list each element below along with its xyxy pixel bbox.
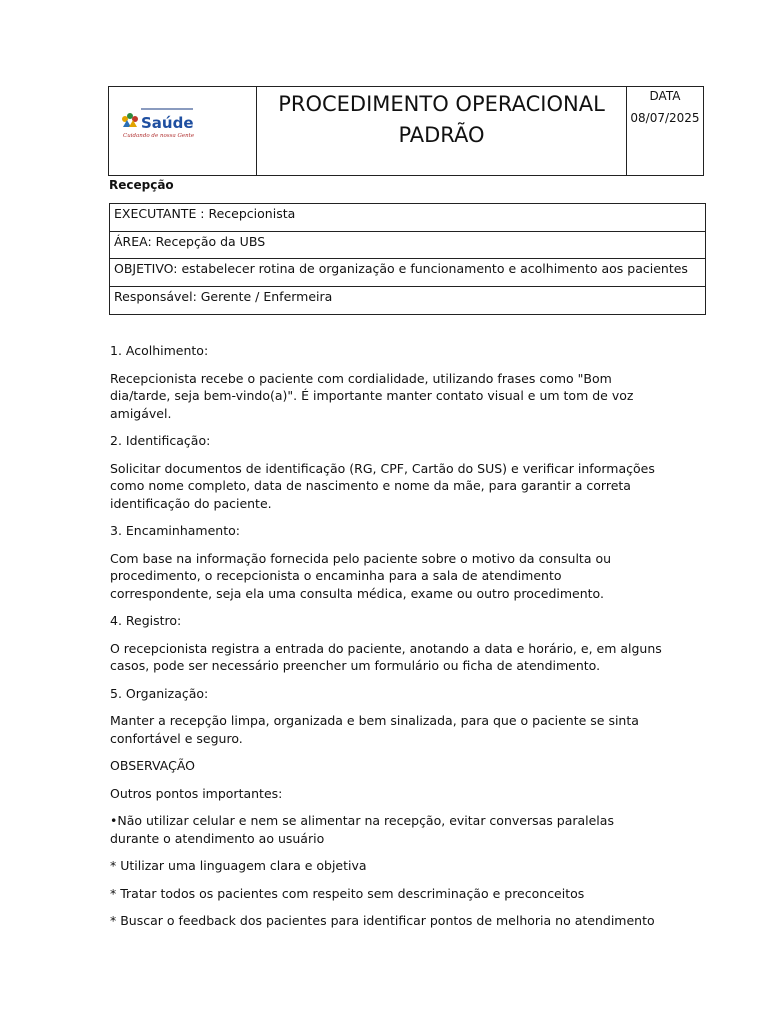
info-table xyxy=(109,203,706,315)
list-item: * Tratar todos os pacientes com respeito sem descriminação e preconceitos xyxy=(110,885,585,901)
paragraph-acolhimento: Recepcionista recebe o paciente com cordialidade, utilizando frases como "Bom dia/tarde, seja bem-vindo(a)". É importante manter contato visual e um tom de voz amigável. xyxy=(110,370,634,421)
title-line-2: PADRÃO xyxy=(398,123,485,147)
title-line-1: PROCEDIMENTO OPERACIONAL xyxy=(278,92,605,116)
heading-acolhimento: 1. Acolhimento: xyxy=(110,343,209,358)
paragraph-identificacao: Solicitar documentos de identificação (RG, CPF, Cartão do SUS) e verificar informações como nome completo, data de nascimento e nome da mãe, para garantir a correta identificação do paciente. xyxy=(110,460,655,511)
health-logo-icon xyxy=(121,107,207,141)
date-label: DATA xyxy=(649,89,681,103)
heading-encaminhamento: 3. Encaminhamento: xyxy=(110,523,240,538)
heading-identificacao: 2. Identificação: xyxy=(110,433,211,448)
info-row-responsavel: Responsável: Gerente / Enfermeira xyxy=(114,288,333,304)
heading-organizacao: 5. Organização: xyxy=(110,685,209,701)
list-item: * Buscar o feedback dos pacientes para identificar pontos de melhoria no atendimento xyxy=(110,913,655,928)
paragraph-organizacao: Manter a recepção limpa, organizada e bem sinalizada, para que o paciente se sinta confortável e seguro. xyxy=(110,713,639,746)
logo-tagline: Cuidando de nossa Gente xyxy=(123,133,195,139)
date-value: 08/07/2025 xyxy=(630,111,700,125)
document-title xyxy=(257,87,627,175)
heading-observacao: OBSERVAÇÃO xyxy=(110,758,196,773)
info-row-executante: EXECUTANTE : Recepcionista xyxy=(110,204,705,232)
list-item: * Utilizar uma linguagem clara e objetiva xyxy=(110,858,367,873)
procedure-body xyxy=(110,342,665,940)
logo-text: Saúde xyxy=(141,114,194,132)
logo-cell xyxy=(109,87,257,175)
header-table xyxy=(108,86,704,176)
paragraph-outros-pontos: Outros pontos importantes: xyxy=(110,785,283,801)
heading-registro: 4. Registro: xyxy=(110,613,182,628)
list-item: •Não utilizar celular e nem se alimentar na recepção, evitar conversas paralelas durante o atendimento ao usuário xyxy=(110,813,614,846)
info-row-area: ÁREA: Recepção da UBS xyxy=(110,232,705,260)
paragraph-encaminhamento: Com base na informação fornecida pelo paciente sobre o motivo da consulta ou procedimento, o recepcionista o encaminha para a sala de atendimento correspondente, seja ela uma consulta médica, exame ou outro procedimento. xyxy=(110,550,612,601)
info-row-objetivo: OBJETIVO: estabelecer rotina de organização e funcionamento e acolhimento aos pacientes xyxy=(110,259,705,287)
paragraph-registro: O recepcionista registra a entrada do paciente, anotando a data e horário, e, em alguns casos, pode ser necessário preencher um formulário ou ficha de atendimento. xyxy=(110,640,662,673)
section-label: Recepção xyxy=(109,178,174,192)
date-cell xyxy=(627,87,703,175)
